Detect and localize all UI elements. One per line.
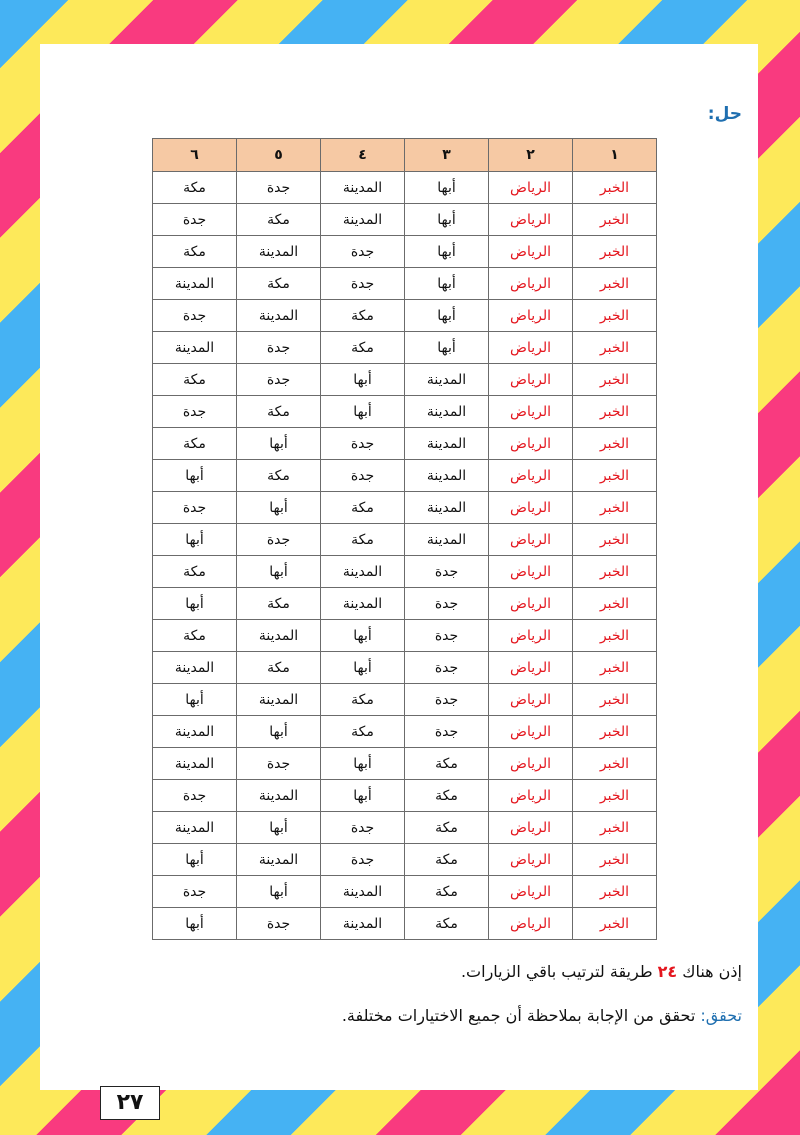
table-cell: أبها (153, 460, 237, 492)
table-cell: المدينة (153, 716, 237, 748)
table-cell: الرياض (489, 268, 573, 300)
table-cell: أبها (321, 364, 405, 396)
table-cell: الخبر (573, 204, 657, 236)
table-cell: الرياض (489, 332, 573, 364)
table-cell: جدة (405, 716, 489, 748)
table-cell: الرياض (489, 524, 573, 556)
table-cell: المدينة (237, 236, 321, 268)
table-cell: جدة (237, 364, 321, 396)
table-cell: مكة (237, 204, 321, 236)
table-cell: المدينة (321, 556, 405, 588)
table-cell: الرياض (489, 684, 573, 716)
table-cell: المدينة (153, 268, 237, 300)
table-cell: الرياض (489, 716, 573, 748)
table-cell: مكة (321, 300, 405, 332)
table-cell: جدة (153, 396, 237, 428)
table-cell: مكة (237, 460, 321, 492)
table-row (153, 748, 657, 780)
table-row (153, 364, 657, 396)
table-cell: المدينة (405, 492, 489, 524)
table-cell: المدينة (405, 524, 489, 556)
table-cell: المدينة (405, 364, 489, 396)
table-cell: جدة (237, 908, 321, 940)
table-cell: الخبر (573, 588, 657, 620)
table-cell: المدينة (237, 780, 321, 812)
header-cell: ٣ (405, 139, 489, 172)
table-cell: المدينة (237, 684, 321, 716)
table-cell: مكة (405, 908, 489, 940)
table-row (153, 460, 657, 492)
table-cell: أبها (237, 556, 321, 588)
table-cell: المدينة (153, 652, 237, 684)
table-row (153, 524, 657, 556)
header-cell: ٦ (153, 139, 237, 172)
table-cell: أبها (321, 652, 405, 684)
table-cell: جدة (321, 428, 405, 460)
table-cell: الرياض (489, 236, 573, 268)
table-cell: جدة (405, 684, 489, 716)
table-cell: الخبر (573, 908, 657, 940)
table-cell: الخبر (573, 172, 657, 204)
table-cell: الخبر (573, 876, 657, 908)
table-cell: المدينة (153, 332, 237, 364)
table-cell: مكة (153, 556, 237, 588)
table-cell: مكة (153, 620, 237, 652)
table-cell: مكة (405, 844, 489, 876)
table-cell: جدة (237, 172, 321, 204)
table-cell: الخبر (573, 332, 657, 364)
table-cell: مكة (153, 428, 237, 460)
table-row (153, 716, 657, 748)
table-cell: الخبر (573, 364, 657, 396)
table-row (153, 556, 657, 588)
table-cell: الخبر (573, 396, 657, 428)
table-cell: مكة (153, 364, 237, 396)
table-cell: المدينة (237, 300, 321, 332)
table-row (153, 332, 657, 364)
table-cell: جدة (321, 236, 405, 268)
check-text: تحقق من الإجابة بملاحظة أن جميع الاختيارات مختلفة. (341, 1006, 696, 1025)
table-row (153, 652, 657, 684)
table-cell: أبها (153, 684, 237, 716)
table-cell: أبها (153, 524, 237, 556)
table-cell: الخبر (573, 268, 657, 300)
table-cell: مكة (405, 876, 489, 908)
table-cell: الخبر (573, 300, 657, 332)
table-cell: أبها (405, 300, 489, 332)
summary-line (461, 962, 742, 981)
table-cell: جدة (321, 844, 405, 876)
table-cell: الخبر (573, 428, 657, 460)
table-row (153, 620, 657, 652)
table-cell: أبها (153, 588, 237, 620)
table-row (153, 396, 657, 428)
table-cell: الخبر (573, 556, 657, 588)
header-cell: ١ (573, 139, 657, 172)
table-cell: أبها (405, 236, 489, 268)
table-cell: الخبر (573, 524, 657, 556)
table-row (153, 172, 657, 204)
table-cell: المدينة (321, 588, 405, 620)
table-cell: المدينة (321, 876, 405, 908)
table-cell: المدينة (237, 844, 321, 876)
table-cell: الخبر (573, 492, 657, 524)
table-cell: جدة (237, 748, 321, 780)
table-row (153, 204, 657, 236)
table-row (153, 492, 657, 524)
page-number: ٢٧ (100, 1086, 160, 1120)
table-cell: الخبر (573, 236, 657, 268)
table-cell: الرياض (489, 204, 573, 236)
table-body (153, 172, 657, 940)
table-cell: مكة (153, 172, 237, 204)
table-cell: الرياض (489, 556, 573, 588)
table-cell: الرياض (489, 428, 573, 460)
table-cell: مكة (237, 588, 321, 620)
table-row (153, 236, 657, 268)
table-row (153, 588, 657, 620)
table-cell: المدينة (405, 396, 489, 428)
table-cell: الرياض (489, 588, 573, 620)
table-cell: جدة (237, 332, 321, 364)
table-cell: الرياض (489, 780, 573, 812)
table-cell: أبها (153, 908, 237, 940)
table-cell: جدة (153, 876, 237, 908)
table-cell: المدينة (153, 748, 237, 780)
permutations-table (152, 138, 657, 940)
table-cell: أبها (153, 844, 237, 876)
table-cell: جدة (237, 524, 321, 556)
table-cell: أبها (237, 428, 321, 460)
table-cell: الرياض (489, 396, 573, 428)
table-cell: أبها (405, 268, 489, 300)
summary-before: إذن هناك (682, 962, 742, 981)
header-cell: ٤ (321, 139, 405, 172)
table-row (153, 428, 657, 460)
table-cell: مكة (321, 684, 405, 716)
table-cell: جدة (321, 812, 405, 844)
page-sheet (40, 44, 758, 1115)
table-row (153, 876, 657, 908)
table-cell: الخبر (573, 780, 657, 812)
table-cell: الخبر (573, 748, 657, 780)
header-cell: ٢ (489, 139, 573, 172)
table-cell: أبها (321, 780, 405, 812)
table-cell: الخبر (573, 460, 657, 492)
table-row (153, 812, 657, 844)
table-cell: مكة (321, 492, 405, 524)
table-cell: الخبر (573, 684, 657, 716)
table-header-row (153, 139, 657, 172)
table-cell: المدينة (321, 172, 405, 204)
table-cell: المدينة (153, 812, 237, 844)
table-row (153, 908, 657, 940)
table-cell: جدة (153, 300, 237, 332)
table-cell: الرياض (489, 908, 573, 940)
table-cell: أبها (237, 716, 321, 748)
table-cell: جدة (405, 556, 489, 588)
table-cell: الرياض (489, 492, 573, 524)
check-line (342, 1006, 742, 1025)
table-row (153, 268, 657, 300)
table-row (153, 300, 657, 332)
table-row (153, 844, 657, 876)
table-cell: أبها (321, 748, 405, 780)
table-cell: الرياض (489, 812, 573, 844)
table-cell: جدة (321, 268, 405, 300)
table-cell: الخبر (573, 620, 657, 652)
table-cell: مكة (321, 332, 405, 364)
table-cell: الرياض (489, 652, 573, 684)
table-cell: المدينة (321, 908, 405, 940)
table-cell: الرياض (489, 300, 573, 332)
table-cell: جدة (153, 204, 237, 236)
table-cell: أبها (405, 204, 489, 236)
header-cell: ٥ (237, 139, 321, 172)
table-cell: الخبر (573, 652, 657, 684)
table-cell: أبها (321, 396, 405, 428)
table-cell: مكة (405, 748, 489, 780)
table-cell: الخبر (573, 844, 657, 876)
table-cell: أبها (405, 172, 489, 204)
table-cell: مكة (237, 268, 321, 300)
table-cell: المدينة (237, 620, 321, 652)
table-cell: أبها (405, 332, 489, 364)
table-cell: مكة (321, 716, 405, 748)
table-cell: المدينة (405, 460, 489, 492)
summary-count: ٢٤ (657, 962, 678, 981)
table-cell: أبها (237, 812, 321, 844)
table-cell: الرياض (489, 460, 573, 492)
table-cell: الرياض (489, 172, 573, 204)
table-cell: جدة (153, 780, 237, 812)
summary-after: طريقة لترتيب باقي الزيارات. (460, 962, 653, 981)
table-cell: جدة (153, 492, 237, 524)
table-cell: الرياض (489, 748, 573, 780)
table-cell: مكة (321, 524, 405, 556)
table-cell: مكة (237, 396, 321, 428)
table-row (153, 780, 657, 812)
table-cell: المدينة (405, 428, 489, 460)
table-cell: الرياض (489, 364, 573, 396)
table-cell: أبها (237, 492, 321, 524)
table-cell: جدة (405, 588, 489, 620)
table-cell: الخبر (573, 716, 657, 748)
table-cell: أبها (237, 876, 321, 908)
solution-label: حل: (707, 104, 742, 124)
table-cell: المدينة (321, 204, 405, 236)
check-label: تحقق: (700, 1006, 742, 1025)
table-cell: جدة (321, 460, 405, 492)
table-cell: مكة (405, 812, 489, 844)
table-cell: جدة (405, 652, 489, 684)
table-cell: أبها (321, 620, 405, 652)
table-cell: جدة (405, 620, 489, 652)
table-cell: مكة (237, 652, 321, 684)
table-cell: الرياض (489, 844, 573, 876)
table-cell: الرياض (489, 876, 573, 908)
table-cell: الرياض (489, 620, 573, 652)
table-cell: الخبر (573, 812, 657, 844)
table-cell: مكة (405, 780, 489, 812)
table-row (153, 684, 657, 716)
table-cell: مكة (153, 236, 237, 268)
